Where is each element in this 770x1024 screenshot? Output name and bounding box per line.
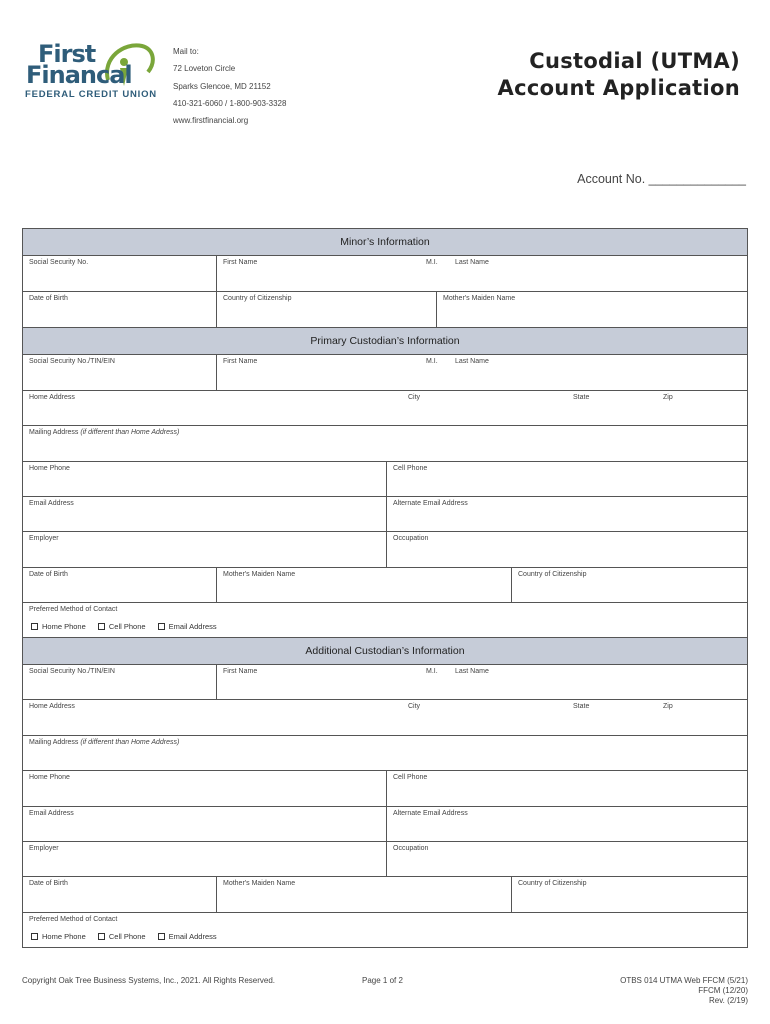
minor-citizenship-field[interactable]: Country of Citizenship	[216, 292, 436, 327]
primary-mi-label: M.I.	[426, 358, 438, 365]
additional-row-emails	[23, 807, 747, 842]
footer-revision-2: Rev. (2/19)	[709, 996, 748, 1005]
account-number-field[interactable]: Account No. ______________	[577, 172, 746, 186]
additional-dob-field[interactable]: Date of Birth	[29, 880, 68, 887]
footer-revision-1: FFCM (12/20)	[698, 986, 748, 995]
primary-last-name-label: Last Name	[455, 358, 489, 365]
additional-row-mailing	[23, 736, 747, 771]
additional-name-field[interactable]: First Name M.I. Last Name	[216, 665, 747, 699]
minor-ssn-field[interactable]: Social Security No.	[29, 259, 89, 266]
logo-text-financial: Financal	[26, 61, 132, 89]
minor-last-name-label: Last Name	[455, 259, 489, 266]
minor-dob-field[interactable]: Date of Birth	[29, 295, 68, 302]
logo-tagline: FEDERAL CREDIT UNION	[25, 89, 157, 100]
additional-ssn-field[interactable]: Social Security No./TIN/EIN	[29, 668, 115, 675]
mail-city: Sparks Glencoe, MD 21152	[173, 81, 271, 91]
primary-contact-email-checkbox[interactable]: Email Address	[158, 622, 217, 631]
section-header-minor: Minor’s Information	[23, 229, 747, 256]
additional-alt-email-field[interactable]: Alternate Email Address	[386, 807, 747, 841]
primary-row-phones	[23, 462, 747, 497]
additional-zip-label: Zip	[663, 703, 673, 710]
footer-copyright: Copyright Oak Tree Business Systems, Inc., 2021. All Rights Reserved.	[22, 976, 275, 985]
additional-mi-label: M.I.	[426, 668, 438, 675]
additional-citizenship-field[interactable]: Country of Citizenship	[511, 877, 747, 912]
mail-phone: 410-321-6060 / 1-800-903-3328	[173, 98, 287, 108]
primary-ssn-field[interactable]: Social Security No./TIN/EIN	[29, 358, 115, 365]
additional-row-personal	[23, 877, 747, 913]
primary-row-mailing	[23, 426, 747, 462]
additional-home-phone-field[interactable]: Home Phone	[29, 774, 70, 781]
primary-cell-phone-field[interactable]: Cell Phone	[386, 462, 747, 496]
primary-row-contact-method	[23, 603, 747, 638]
additional-occupation-field[interactable]: Occupation	[386, 842, 747, 876]
primary-alt-email-field[interactable]: Alternate Email Address	[386, 497, 747, 531]
additional-row-contact-method	[23, 913, 747, 947]
primary-home-address-field[interactable]: Home Address City State Zip	[29, 394, 673, 401]
primary-home-phone-field[interactable]: Home Phone	[29, 465, 70, 472]
additional-last-name-label: Last Name	[455, 668, 489, 675]
additional-contact-options	[31, 932, 227, 941]
minor-name-field[interactable]	[216, 256, 747, 291]
primary-zip-label: Zip	[663, 394, 673, 401]
mail-street: 72 Loveton Circle	[173, 64, 236, 74]
primary-row-employment	[23, 532, 747, 568]
primary-citizenship-field[interactable]: Country of Citizenship	[511, 568, 747, 602]
additional-contact-method: Preferred Method of Contact	[29, 916, 118, 923]
footer-form-id	[620, 976, 748, 1006]
footer-form-code: OTBS 014 UTMA Web FFCM (5/21)	[620, 976, 748, 985]
page-title	[498, 48, 740, 102]
primary-maiden-name-field[interactable]: Mother's Maiden Name	[216, 568, 511, 602]
logo-text-first: First	[38, 40, 96, 68]
additional-email-field[interactable]: Email Address	[29, 810, 74, 817]
primary-name-field[interactable]: First Name M.I. Last Name	[216, 355, 747, 390]
additional-row-address	[23, 700, 747, 736]
footer-page-number: Page 1 of 2	[362, 976, 403, 985]
additional-city-label: City	[408, 703, 421, 710]
minor-row-details	[23, 292, 747, 328]
primary-mailing-address-field[interactable]: Mailing Address (if different than Home Address)	[29, 429, 180, 436]
additional-contact-cell-phone-checkbox[interactable]: Cell Phone	[98, 932, 146, 941]
primary-row-personal	[23, 568, 747, 603]
primary-email-field[interactable]: Email Address	[29, 500, 74, 507]
primary-occupation-field[interactable]: Occupation	[386, 532, 747, 567]
additional-row-phones	[23, 771, 747, 807]
primary-row-address	[23, 391, 747, 426]
primary-contact-options	[31, 622, 227, 631]
logo	[22, 40, 157, 102]
minor-mi-label: M.I.	[426, 259, 438, 266]
title-line-2: Account Application	[497, 76, 740, 100]
minor-row-name	[23, 256, 747, 292]
primary-row-name	[23, 355, 747, 391]
minor-first-name-label: First Name	[223, 259, 258, 266]
title-line-1: Custodial (UTMA)	[529, 49, 740, 73]
additional-row-name	[23, 665, 747, 700]
application-form	[22, 228, 748, 948]
primary-row-emails	[23, 497, 747, 532]
additional-row-employment	[23, 842, 747, 877]
additional-employer-field[interactable]: Employer	[29, 845, 59, 852]
primary-city-label: City	[408, 394, 421, 401]
primary-employer-field[interactable]: Employer	[29, 535, 59, 542]
primary-contact-cell-phone-checkbox[interactable]: Cell Phone	[98, 622, 146, 631]
additional-cell-phone-field[interactable]: Cell Phone	[386, 771, 747, 806]
additional-maiden-name-field[interactable]: Mother's Maiden Name	[216, 877, 511, 912]
primary-contact-method: Preferred Method of Contact	[29, 606, 118, 613]
primary-contact-home-phone-checkbox[interactable]: Home Phone	[31, 622, 86, 631]
mailing-address-block	[173, 43, 286, 129]
mail-website: www.firstfinancial.org	[173, 116, 249, 126]
additional-mailing-address-field[interactable]: Mailing Address (if different than Home Address)	[29, 739, 180, 746]
primary-dob-field[interactable]: Date of Birth	[29, 571, 68, 578]
section-header-primary-custodian: Primary Custodian’s Information	[23, 328, 747, 355]
additional-contact-home-phone-checkbox[interactable]: Home Phone	[31, 932, 86, 941]
additional-contact-email-checkbox[interactable]: Email Address	[158, 932, 217, 941]
additional-home-address-field[interactable]: Home Address City State Zip	[29, 703, 673, 710]
section-header-additional-custodian: Additional Custodian’s Information	[23, 638, 747, 665]
mail-to-label: Mail to:	[173, 47, 199, 56]
minor-maiden-name-field[interactable]: Mother's Maiden Name	[436, 292, 747, 327]
primary-state-label: State	[573, 394, 590, 401]
additional-state-label: State	[573, 703, 590, 710]
